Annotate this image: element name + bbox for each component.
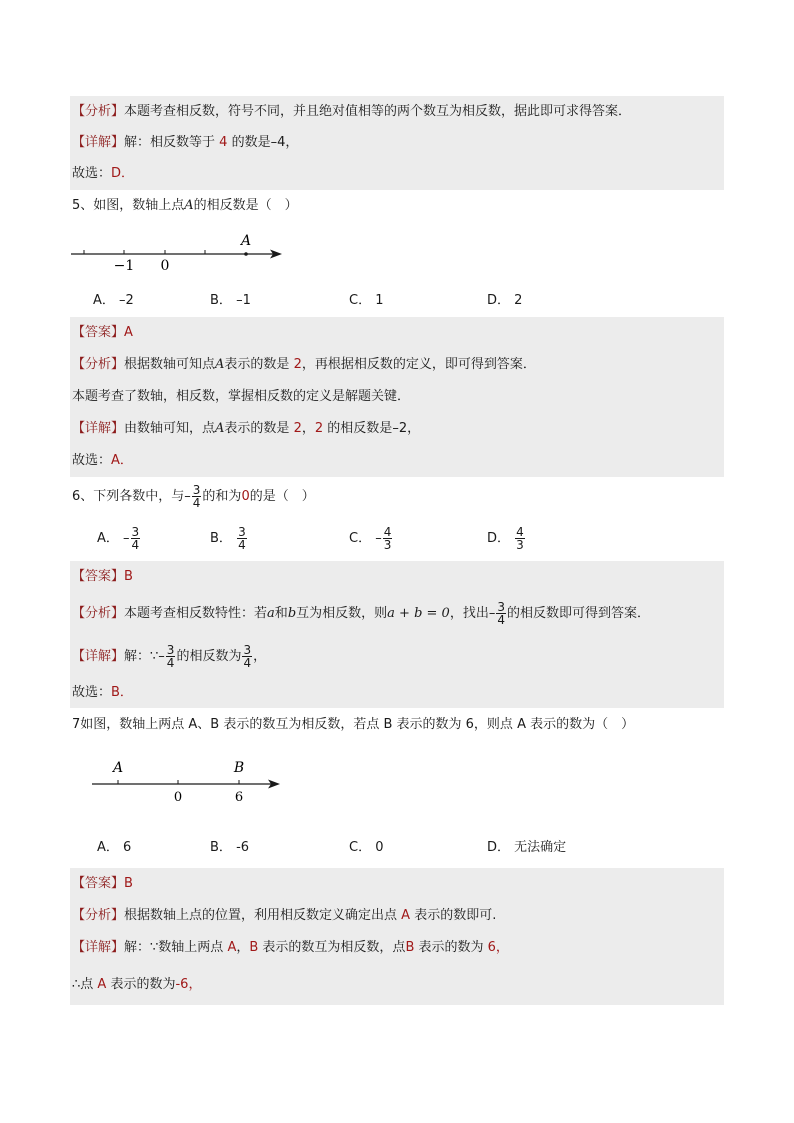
option-letter: D． xyxy=(487,531,511,546)
denominator: 3 xyxy=(516,538,524,552)
point-label: A xyxy=(97,977,107,992)
analysis-text: 表示的数即可. xyxy=(414,908,497,923)
choose-label: 故选： xyxy=(72,685,112,700)
numerator: 3 xyxy=(192,483,201,497)
denominator: 4 xyxy=(238,538,246,552)
detail-text: ∴点 xyxy=(72,977,94,992)
option-letter: A． xyxy=(97,840,119,855)
answer-line-q6 xyxy=(72,568,133,586)
option-a[interactable] xyxy=(93,292,134,310)
option-c[interactable] xyxy=(349,522,393,556)
detail-text: 的数是 xyxy=(231,135,271,150)
choose-value: D． xyxy=(111,166,135,181)
option-c[interactable] xyxy=(349,292,384,310)
fraction xyxy=(192,484,202,509)
detail-value: –2， xyxy=(392,421,421,436)
detail-tag: 【详解】 xyxy=(72,421,125,436)
point-b-label: B xyxy=(233,760,245,776)
answer-value: B xyxy=(124,569,133,584)
fraction xyxy=(496,601,506,626)
detail-line-q7 xyxy=(72,939,509,957)
numerator: 3 xyxy=(166,643,175,657)
denominator: 4 xyxy=(192,496,201,510)
detail-text: 表示的数是 xyxy=(224,421,290,436)
denominator: 3 xyxy=(383,538,392,552)
analysis-number: 2 xyxy=(293,357,302,372)
point-label: A xyxy=(227,940,237,955)
numerator: 3 xyxy=(131,525,140,539)
number-line-q5 xyxy=(66,228,290,276)
choose-line-q6 xyxy=(72,684,133,702)
option-letter: C． xyxy=(349,840,372,855)
point-label: A xyxy=(215,357,225,372)
analysis-line-q6 xyxy=(72,597,650,631)
analysis-text: 表示的数是 xyxy=(224,357,290,372)
detail-value: –4， xyxy=(270,135,299,150)
option-b[interactable] xyxy=(210,522,248,556)
question-5 xyxy=(72,197,298,215)
detail-text: 的相反数为 xyxy=(176,649,242,664)
option-value: –1 xyxy=(236,293,251,308)
numerator: 3 xyxy=(243,643,252,657)
question-number: 0 xyxy=(241,489,250,504)
option-value: -6 xyxy=(236,840,250,855)
minus-sign: – xyxy=(488,606,496,621)
detail-text: 的相反数是 xyxy=(327,421,393,436)
fraction xyxy=(242,644,252,669)
option-letter: D． xyxy=(487,840,511,855)
detail-number: 2 xyxy=(314,421,324,436)
analysis-line-q4 xyxy=(72,103,631,121)
detail-number: 6， xyxy=(487,940,509,955)
option-letter: C． xyxy=(349,293,372,308)
equation: a + b = 0 xyxy=(387,606,450,621)
numerator: 3 xyxy=(238,525,246,539)
analysis-line-q5 xyxy=(72,356,536,374)
option-value: 无法确定 xyxy=(514,840,567,855)
choose-line-q5 xyxy=(72,452,133,470)
analysis-text: ，找出 xyxy=(449,606,489,621)
detail-line-q6 xyxy=(72,640,266,674)
solution-box-q6 xyxy=(70,561,724,708)
detail-text: 解：∵数轴上两点 xyxy=(124,940,224,955)
analysis-tag: 【分析】 xyxy=(72,908,125,923)
detail-text: 表示的数为 xyxy=(418,940,484,955)
denominator: 4 xyxy=(131,538,140,552)
choose-value: B． xyxy=(111,685,133,700)
option-letter: B． xyxy=(210,840,232,855)
question-6 xyxy=(72,480,315,514)
fraction xyxy=(131,526,141,551)
detail-text: 解：相反数等于 xyxy=(124,135,216,150)
number-line-q7 xyxy=(88,756,288,806)
option-letter: A． xyxy=(93,293,115,308)
answer-tag: 【答案】 xyxy=(72,325,125,340)
option-b[interactable] xyxy=(210,839,249,857)
analysis-tag: 【分析】 xyxy=(72,357,125,372)
option-c[interactable] xyxy=(349,839,384,857)
option-letter: B． xyxy=(210,531,232,546)
detail-text: 表示的数为 xyxy=(110,977,176,992)
denominator: 4 xyxy=(497,613,505,627)
numerator: 3 xyxy=(497,600,505,614)
conclusion-line-q7 xyxy=(72,976,201,994)
detail-line-q5 xyxy=(72,420,420,438)
option-value: 6 xyxy=(123,840,132,855)
analysis-text: 本题考查相反数特性：若 xyxy=(124,606,268,621)
question-text: 的是（ ） xyxy=(249,489,315,504)
analysis-text: 根据数轴可知点 xyxy=(124,357,216,372)
point-a-dot xyxy=(244,252,248,256)
option-value: 0 xyxy=(375,840,384,855)
detail-text: ， xyxy=(236,940,250,955)
answer-line-q7 xyxy=(72,875,133,893)
analysis-tag: 【分析】 xyxy=(72,606,125,621)
answer-value: B xyxy=(124,876,133,891)
question-text: 的和为 xyxy=(202,489,242,504)
question-text: 5、如图，数轴上点 xyxy=(72,198,185,213)
minus-sign: – xyxy=(158,649,165,664)
point-label: A xyxy=(184,198,194,213)
variable-a: a xyxy=(267,606,275,621)
minus-sign: – xyxy=(375,531,382,546)
minus-sign: – xyxy=(123,531,130,546)
point-a-label: A xyxy=(112,760,124,776)
detail-number: 4 xyxy=(219,135,228,150)
answer-tag: 【答案】 xyxy=(72,569,125,584)
point-a-label: A xyxy=(240,233,252,249)
fraction xyxy=(383,526,393,551)
note-line-q5: 本题考查了数轴，相反数，掌握相反数的定义是解题关键． xyxy=(72,389,411,404)
denominator: 4 xyxy=(243,656,252,670)
detail-text: ， xyxy=(253,649,267,664)
analysis-text: 本题考查相反数，符号不同，并且绝对值相等的两个数互为相反数，据此即可求得答案． xyxy=(124,104,632,119)
question-text: 的相反数是（ ） xyxy=(193,198,298,213)
variable-b: b xyxy=(287,606,297,621)
numerator: 4 xyxy=(516,525,524,539)
option-letter: B． xyxy=(210,293,232,308)
detail-number: 2 xyxy=(293,421,302,436)
detail-line-q4 xyxy=(72,134,298,152)
choose-value: A． xyxy=(111,453,133,468)
option-b[interactable] xyxy=(210,292,251,310)
denominator: 4 xyxy=(166,656,175,670)
option-letter: A． xyxy=(97,531,119,546)
detail-tag: 【详解】 xyxy=(72,940,125,955)
detail-text: ， xyxy=(301,421,315,436)
option-a[interactable] xyxy=(97,522,141,556)
option-value: 1 xyxy=(375,293,384,308)
answer-tag: 【答案】 xyxy=(72,876,125,891)
point-label: A xyxy=(401,908,411,923)
question-7: 7如图，数轴上两点 A、B 表示的数互为相反数，若点 B 表示的数为 6，则点 A 表示的数为（ ） xyxy=(72,717,635,732)
analysis-tag: 【分析】 xyxy=(72,104,125,119)
detail-text: 由数轴可知，点 xyxy=(124,421,216,436)
tick-label-0: 0 xyxy=(173,790,183,805)
tick-label-0: 0 xyxy=(160,258,170,274)
numerator: 4 xyxy=(383,525,392,539)
detail-tag: 【详解】 xyxy=(72,135,125,150)
fraction xyxy=(237,526,247,551)
point-label: A xyxy=(215,421,225,436)
fraction xyxy=(515,526,525,551)
analysis-text: 和 xyxy=(274,606,288,621)
point-label: B xyxy=(249,940,259,955)
option-value: –2 xyxy=(119,293,134,308)
question-text: 6、下列各数中，与 xyxy=(72,489,185,504)
detail-tag: 【详解】 xyxy=(72,649,125,664)
answer-line-q5 xyxy=(72,324,133,342)
choose-line-q4 xyxy=(72,165,134,183)
option-d[interactable] xyxy=(487,292,522,310)
tick-label-neg1: −1 xyxy=(113,258,135,274)
choose-label: 故选： xyxy=(72,166,112,181)
option-a[interactable] xyxy=(97,839,131,857)
option-letter: D． xyxy=(487,293,511,308)
fraction xyxy=(166,644,176,669)
analysis-text: 根据数轴上点的位置，利用相反数定义确定出点 xyxy=(124,908,398,923)
option-d[interactable] xyxy=(487,839,566,857)
option-letter: C． xyxy=(349,531,372,546)
analysis-text: 互为相反数，则 xyxy=(296,606,388,621)
detail-value: -6， xyxy=(175,977,202,992)
detail-text: 表示的数互为相反数，点 xyxy=(262,940,406,955)
answer-value: A xyxy=(124,325,133,340)
point-label: B xyxy=(405,940,415,955)
minus-sign: – xyxy=(184,489,191,504)
detail-text: 解：∵ xyxy=(124,649,159,664)
option-d[interactable] xyxy=(487,522,526,556)
analysis-text: 的相反数即可得到答案． xyxy=(506,606,650,621)
tick-label-6: 6 xyxy=(234,790,244,805)
choose-label: 故选： xyxy=(72,453,112,468)
analysis-line-q7 xyxy=(72,907,496,925)
option-value: 2 xyxy=(514,293,523,308)
analysis-text: ，再根据相反数的定义，即可得到答案． xyxy=(301,357,536,372)
